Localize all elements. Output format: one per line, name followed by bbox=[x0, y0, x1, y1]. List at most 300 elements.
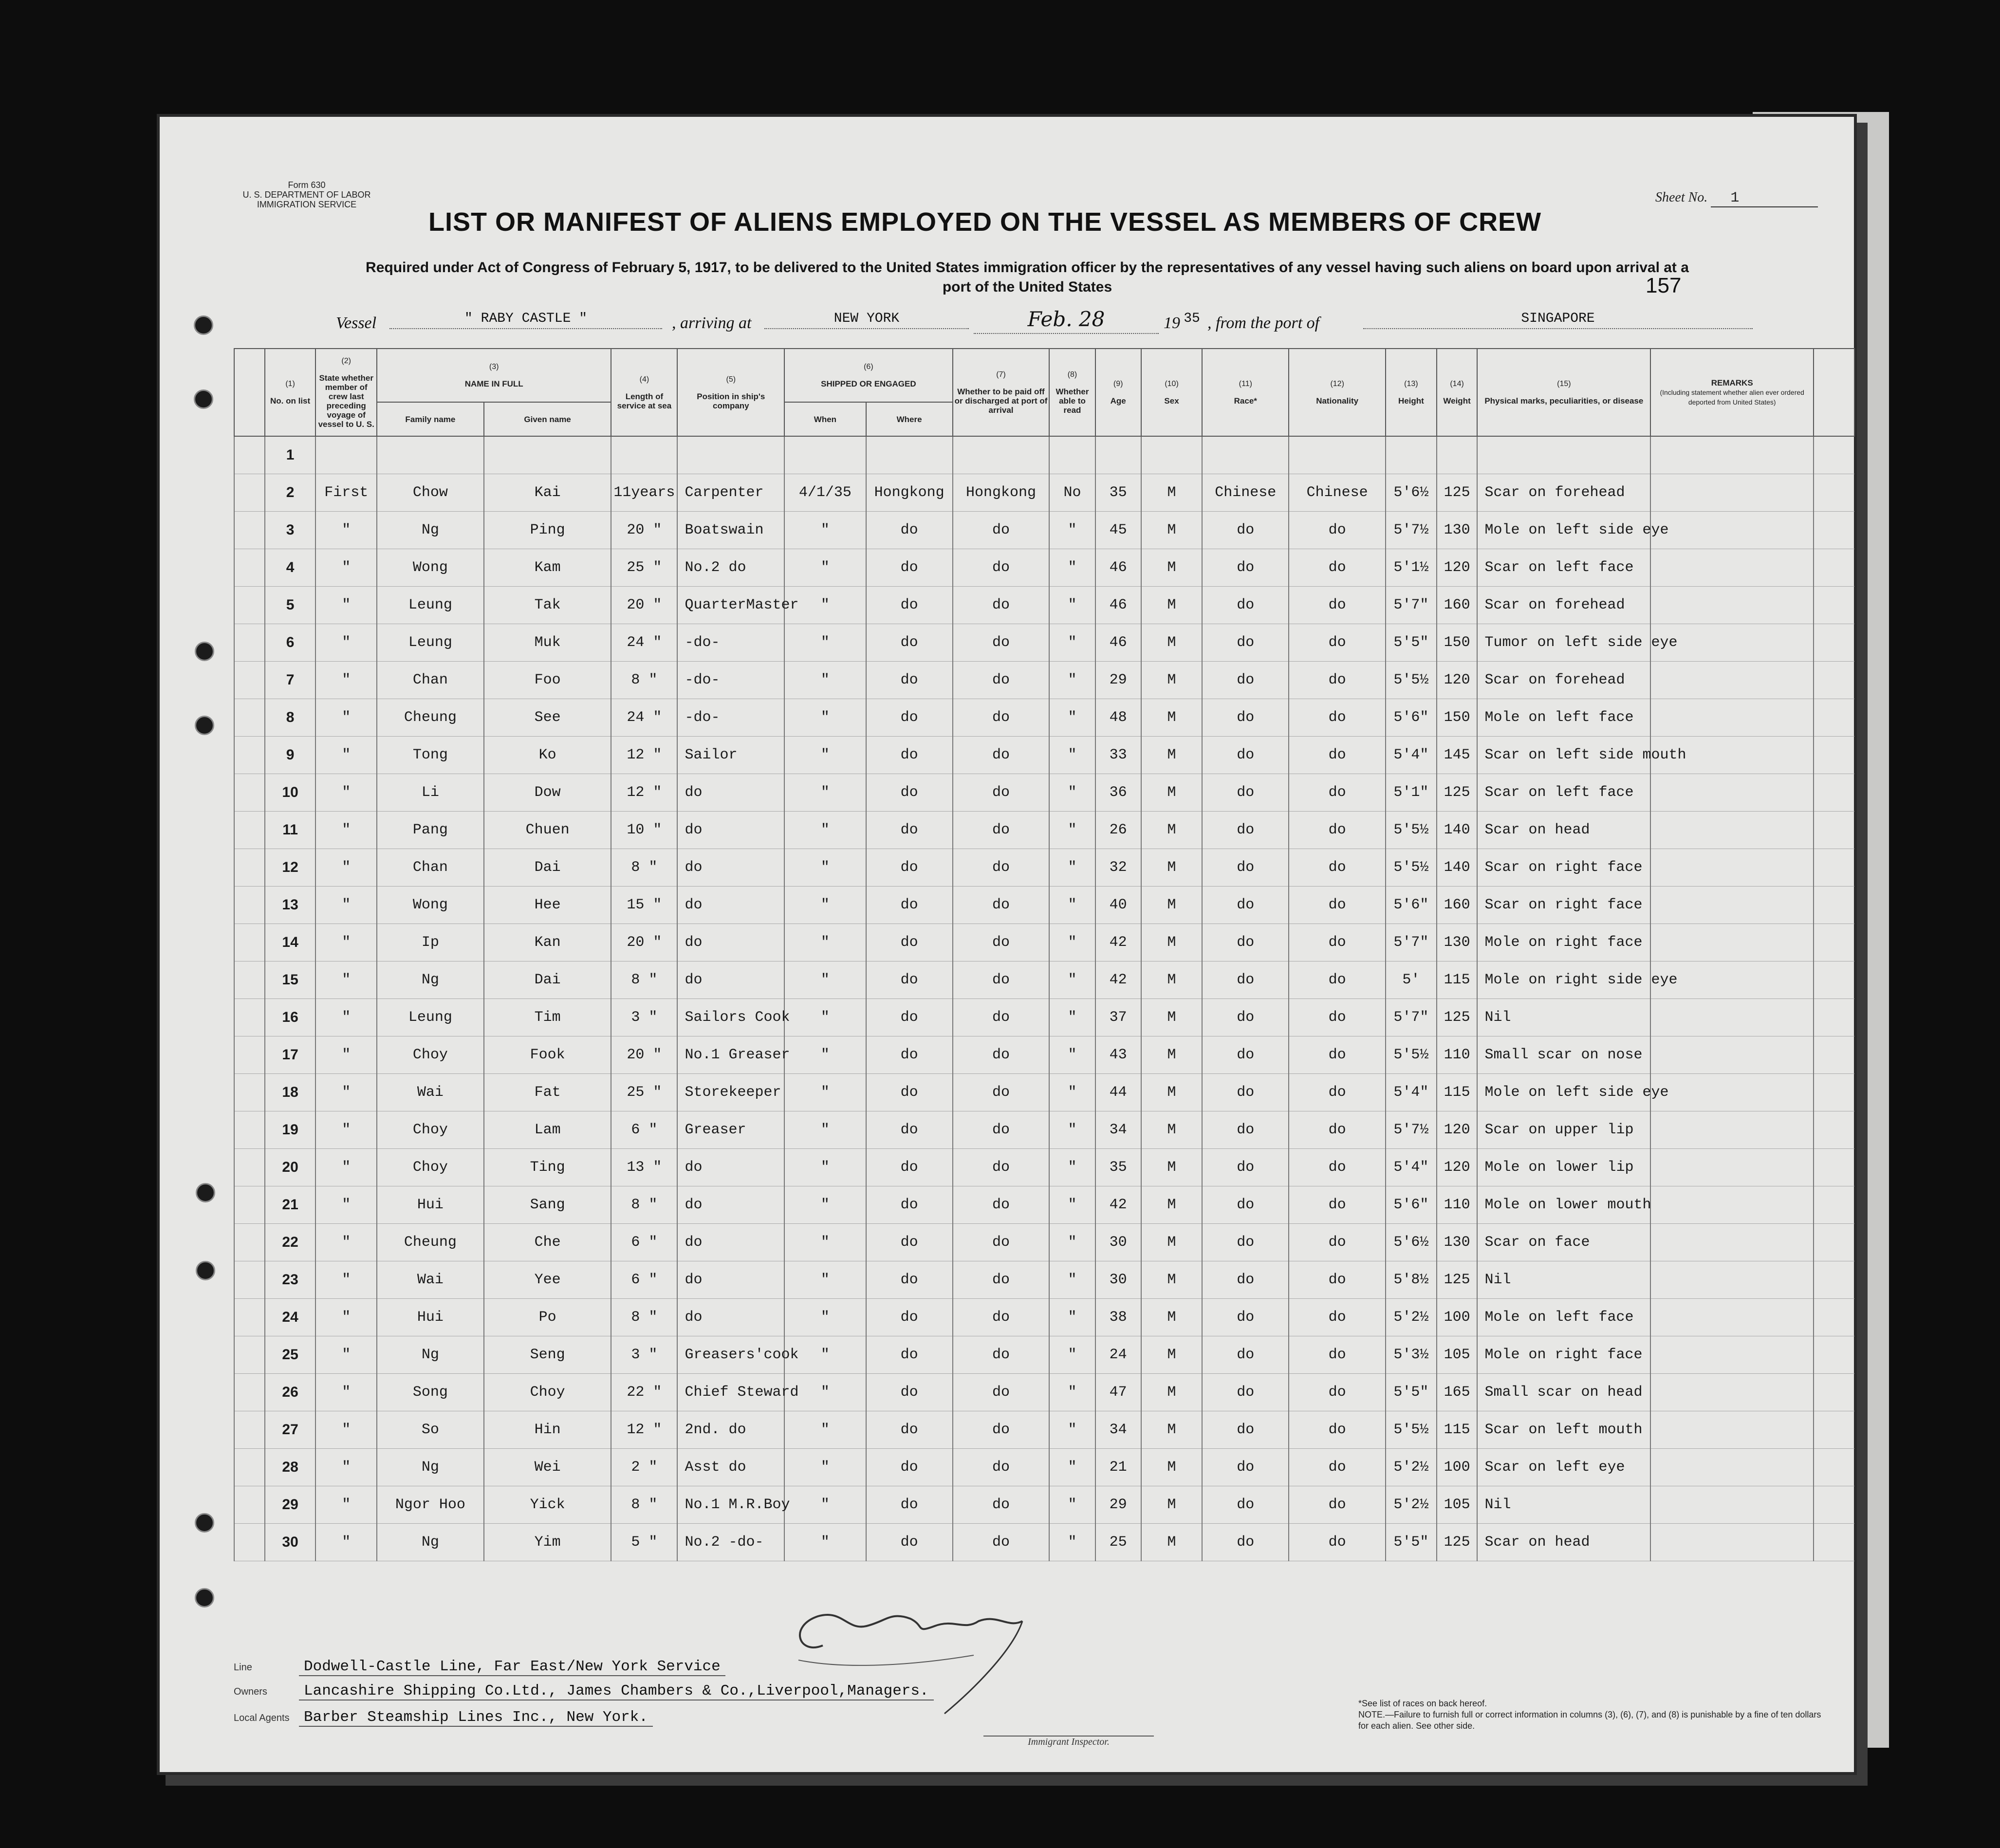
service-length-cell: 8 " bbox=[611, 1299, 677, 1336]
previous-voyage-cell: " bbox=[315, 1449, 377, 1486]
age-cell: 46 bbox=[1095, 549, 1141, 587]
shipped-when-cell: " bbox=[784, 587, 866, 624]
service-length-cell: 22 " bbox=[611, 1374, 677, 1411]
shipped-when-cell: " bbox=[784, 1524, 866, 1561]
race-cell: do bbox=[1202, 1524, 1289, 1561]
weight-cell: 125 bbox=[1437, 774, 1478, 812]
shipped-where-cell: do bbox=[866, 549, 953, 587]
race-cell: do bbox=[1202, 1111, 1289, 1149]
height-cell: 5'2½ bbox=[1386, 1486, 1437, 1524]
height-cell: 5'6" bbox=[1386, 1186, 1437, 1224]
nationality-cell: do bbox=[1289, 1149, 1386, 1186]
able-to-read-cell: " bbox=[1049, 1449, 1095, 1486]
family-name-cell: Wong bbox=[377, 549, 484, 587]
shipped-when-cell bbox=[784, 436, 866, 474]
row-number-cell: 13 bbox=[265, 887, 316, 924]
remarks-cell bbox=[1650, 1224, 1814, 1261]
row-number-cell: 23 bbox=[265, 1261, 316, 1299]
race-cell: do bbox=[1202, 924, 1289, 961]
form-notes bbox=[1358, 1698, 1826, 1732]
family-name-cell: Chow bbox=[377, 474, 484, 512]
shipped-when-cell: " bbox=[784, 699, 866, 737]
nationality-cell: do bbox=[1289, 961, 1386, 999]
row-number-cell: 29 bbox=[265, 1486, 316, 1524]
height-cell: 5'4" bbox=[1386, 1149, 1437, 1186]
family-name-cell: Cheung bbox=[377, 699, 484, 737]
nationality-cell: do bbox=[1289, 774, 1386, 812]
crew-manifest-table bbox=[234, 348, 1855, 1561]
margin-cell bbox=[1814, 812, 1854, 849]
shipped-where-cell bbox=[866, 436, 953, 474]
remarks-cell bbox=[1650, 1036, 1814, 1074]
position-cell: do bbox=[677, 849, 784, 887]
shipped-where-cell: do bbox=[866, 1036, 953, 1074]
family-name-cell: Hui bbox=[377, 1186, 484, 1224]
able-to-read-cell: " bbox=[1049, 624, 1095, 662]
paid-off-cell: do bbox=[953, 849, 1050, 887]
race-cell: do bbox=[1202, 812, 1289, 849]
given-name-cell: Kam bbox=[484, 549, 611, 587]
family-name-cell bbox=[377, 436, 484, 474]
given-name-cell: Dai bbox=[484, 849, 611, 887]
table-row bbox=[234, 774, 1854, 812]
margin-cell bbox=[1814, 1261, 1854, 1299]
remarks-cell bbox=[1650, 774, 1814, 812]
sex-cell: M bbox=[1141, 849, 1203, 887]
able-to-read-cell: No bbox=[1049, 474, 1095, 512]
race-cell: do bbox=[1202, 737, 1289, 774]
shipped-where-cell: do bbox=[866, 1224, 953, 1261]
physical-marks-cell: Scar on left side mouth bbox=[1477, 737, 1650, 774]
remarks-cell bbox=[1650, 1374, 1814, 1411]
able-to-read-cell: " bbox=[1049, 849, 1095, 887]
previous-voyage-cell: " bbox=[315, 1524, 377, 1561]
position-cell: do bbox=[677, 1299, 784, 1336]
race-cell: do bbox=[1202, 999, 1289, 1036]
able-to-read-cell: " bbox=[1049, 1111, 1095, 1149]
height-cell: 5'1½ bbox=[1386, 549, 1437, 587]
nationality-cell: do bbox=[1289, 887, 1386, 924]
previous-voyage-cell: " bbox=[315, 887, 377, 924]
service-name: IMMIGRATION SERVICE bbox=[257, 200, 357, 209]
remarks-cell bbox=[1650, 474, 1814, 512]
position-cell: No.1 M.R.Boy bbox=[677, 1486, 784, 1524]
sex-cell: M bbox=[1141, 474, 1203, 512]
previous-voyage-cell: " bbox=[315, 1036, 377, 1074]
position-cell: 2nd. do bbox=[677, 1411, 784, 1449]
paid-off-cell: do bbox=[953, 1411, 1050, 1449]
shipped-where-cell: do bbox=[866, 999, 953, 1036]
given-name-cell: Che bbox=[484, 1224, 611, 1261]
age-cell: 29 bbox=[1095, 1486, 1141, 1524]
shipped-where-cell: do bbox=[866, 1374, 953, 1411]
given-name-cell: Dow bbox=[484, 774, 611, 812]
row-spacer-cell bbox=[234, 849, 265, 887]
table-row bbox=[234, 924, 1854, 961]
subtitle-line-1: Required under Act of Congress of February 5, 1917, to be delivered to the United States immigration officer by the representatives of any vessel having such aliens on board upon arrival at a bbox=[366, 259, 1689, 276]
physical-marks-cell: Mole on lower mouth bbox=[1477, 1186, 1650, 1224]
age-cell: 42 bbox=[1095, 1186, 1141, 1224]
shipped-when-cell: " bbox=[784, 1261, 866, 1299]
service-length-cell: 8 " bbox=[611, 961, 677, 999]
family-name-cell: Ng bbox=[377, 512, 484, 549]
sex-cell: M bbox=[1141, 1411, 1203, 1449]
margin-cell bbox=[1814, 1336, 1854, 1374]
race-cell: do bbox=[1202, 1374, 1289, 1411]
weight-cell: 130 bbox=[1437, 924, 1478, 961]
margin-cell bbox=[1814, 1411, 1854, 1449]
remarks-cell bbox=[1650, 999, 1814, 1036]
given-name-cell: Yim bbox=[484, 1524, 611, 1561]
sex-cell: M bbox=[1141, 549, 1203, 587]
shipped-when-cell: " bbox=[784, 624, 866, 662]
row-spacer-cell bbox=[234, 1374, 265, 1411]
remarks-cell bbox=[1650, 662, 1814, 699]
row-spacer-cell bbox=[234, 1074, 265, 1111]
row-spacer-cell bbox=[234, 1261, 265, 1299]
remarks-header: REMARKS (Including statement whether alien ever ordered deported from United States) bbox=[1650, 349, 1814, 436]
remarks-cell bbox=[1650, 436, 1814, 474]
shipped-when-cell: " bbox=[784, 1336, 866, 1374]
given-name-cell bbox=[484, 436, 611, 474]
shipped-where-cell: do bbox=[866, 737, 953, 774]
race-cell: do bbox=[1202, 1261, 1289, 1299]
agents-value: Barber Steamship Lines Inc., New York. bbox=[299, 1709, 653, 1727]
paid-off-cell: do bbox=[953, 662, 1050, 699]
weight-cell: 120 bbox=[1437, 1111, 1478, 1149]
col-13-header: (13) Height bbox=[1386, 349, 1437, 436]
given-name-cell: Fook bbox=[484, 1036, 611, 1074]
row-number-cell: 27 bbox=[265, 1411, 316, 1449]
able-to-read-cell: " bbox=[1049, 1074, 1095, 1111]
given-name-cell: Tak bbox=[484, 587, 611, 624]
previous-voyage-cell: " bbox=[315, 849, 377, 887]
nationality-cell: do bbox=[1289, 1074, 1386, 1111]
race-cell: do bbox=[1202, 961, 1289, 999]
margin-cell bbox=[1814, 924, 1854, 961]
shipped-where-cell: do bbox=[866, 512, 953, 549]
margin-cell bbox=[1814, 1299, 1854, 1336]
binder-hole-2 bbox=[194, 389, 213, 409]
race-cell: do bbox=[1202, 887, 1289, 924]
previous-voyage-cell: " bbox=[315, 662, 377, 699]
nationality-cell: do bbox=[1289, 1486, 1386, 1524]
row-spacer-cell bbox=[234, 549, 265, 587]
service-length-cell: 6 " bbox=[611, 1111, 677, 1149]
row-number-cell: 12 bbox=[265, 849, 316, 887]
margin-cell bbox=[1814, 887, 1854, 924]
family-name-cell: Li bbox=[377, 774, 484, 812]
paid-off-cell: do bbox=[953, 1449, 1050, 1486]
shipped-where-cell: do bbox=[866, 1261, 953, 1299]
table-row bbox=[234, 699, 1854, 737]
row-number-cell: 16 bbox=[265, 999, 316, 1036]
able-to-read-cell: " bbox=[1049, 1224, 1095, 1261]
given-name-cell: Lam bbox=[484, 1111, 611, 1149]
service-length-cell: 3 " bbox=[611, 999, 677, 1036]
physical-marks-cell: Mole on right face bbox=[1477, 1336, 1650, 1374]
family-name-cell: Ng bbox=[377, 1524, 484, 1561]
height-cell: 5'6" bbox=[1386, 887, 1437, 924]
remarks-cell bbox=[1650, 849, 1814, 887]
agents-row bbox=[234, 1709, 653, 1726]
family-name-cell: Choy bbox=[377, 1149, 484, 1186]
remarks-cell bbox=[1650, 587, 1814, 624]
row-spacer-cell bbox=[234, 474, 265, 512]
able-to-read-cell: " bbox=[1049, 961, 1095, 999]
height-cell: 5'1" bbox=[1386, 774, 1437, 812]
subtitle-line-2: port of the United States bbox=[942, 279, 1112, 295]
age-cell: 46 bbox=[1095, 624, 1141, 662]
nationality-cell: do bbox=[1289, 1299, 1386, 1336]
line-value: Dodwell-Castle Line, Far East/New York Service bbox=[299, 1658, 725, 1676]
family-name-cell: Tong bbox=[377, 737, 484, 774]
age-cell: 30 bbox=[1095, 1224, 1141, 1261]
remarks-cell bbox=[1650, 1524, 1814, 1561]
nationality-cell: do bbox=[1289, 1224, 1386, 1261]
table-row bbox=[234, 474, 1854, 512]
age-cell: 43 bbox=[1095, 1036, 1141, 1074]
previous-voyage-cell: " bbox=[315, 961, 377, 999]
margin-cell bbox=[1814, 961, 1854, 999]
position-cell: do bbox=[677, 924, 784, 961]
age-cell: 42 bbox=[1095, 924, 1141, 961]
year-suffix: 35 bbox=[1184, 311, 1200, 326]
service-length-cell: 13 " bbox=[611, 1149, 677, 1186]
previous-voyage-cell: " bbox=[315, 737, 377, 774]
table-row bbox=[234, 1036, 1854, 1074]
row-number-cell: 2 bbox=[265, 474, 316, 512]
previous-voyage-cell: " bbox=[315, 1261, 377, 1299]
weight-cell: 105 bbox=[1437, 1486, 1478, 1524]
department-name: U. S. DEPARTMENT OF LABOR bbox=[242, 190, 371, 200]
row-spacer-cell bbox=[234, 512, 265, 549]
family-name-cell: Leung bbox=[377, 624, 484, 662]
margin-cell bbox=[1814, 737, 1854, 774]
row-number-cell: 25 bbox=[265, 1336, 316, 1374]
previous-voyage-cell: " bbox=[315, 549, 377, 587]
height-cell: 5'3½ bbox=[1386, 1336, 1437, 1374]
physical-marks-cell: Small scar on nose bbox=[1477, 1036, 1650, 1074]
service-length-cell: 20 " bbox=[611, 1036, 677, 1074]
binder-hole-8 bbox=[195, 1588, 214, 1608]
able-to-read-cell: " bbox=[1049, 1374, 1095, 1411]
position-cell: Greasers'cook bbox=[677, 1336, 784, 1374]
vessel-label: Vessel bbox=[336, 314, 377, 332]
col-1-header: (1) No. on list bbox=[265, 349, 316, 436]
weight-cell bbox=[1437, 436, 1478, 474]
given-name-cell: Yick bbox=[484, 1486, 611, 1524]
table-row bbox=[234, 1074, 1854, 1111]
margin-cell bbox=[1814, 1224, 1854, 1261]
service-length-cell: 8 " bbox=[611, 662, 677, 699]
col-2-header: (2) State whether member of crew last preceding voyage of vessel to U. S. bbox=[315, 349, 377, 436]
margin-cell bbox=[1814, 436, 1854, 474]
nationality-cell: do bbox=[1289, 1036, 1386, 1074]
from-label: , from the port of bbox=[1207, 314, 1320, 332]
sex-cell bbox=[1141, 436, 1203, 474]
height-cell: 5'5" bbox=[1386, 1374, 1437, 1411]
given-name-cell: Choy bbox=[484, 1374, 611, 1411]
physical-marks-cell: Scar on forehead bbox=[1477, 662, 1650, 699]
physical-marks-cell: Scar on right face bbox=[1477, 849, 1650, 887]
able-to-read-cell: " bbox=[1049, 1261, 1095, 1299]
service-length-cell: 20 " bbox=[611, 512, 677, 549]
shipped-where-cell: do bbox=[866, 849, 953, 887]
col-9-header: (9) Age bbox=[1095, 349, 1141, 436]
position-cell: do bbox=[677, 961, 784, 999]
weight-cell: 140 bbox=[1437, 812, 1478, 849]
margin-cell bbox=[1814, 1074, 1854, 1111]
remarks-cell bbox=[1650, 1149, 1814, 1186]
sex-cell: M bbox=[1141, 1074, 1203, 1111]
remarks-cell bbox=[1650, 812, 1814, 849]
position-cell: Storekeeper bbox=[677, 1074, 784, 1111]
position-cell: Chief Steward bbox=[677, 1374, 784, 1411]
col-11-header: (11) Race* bbox=[1202, 349, 1289, 436]
inspector-label: Immigrant Inspector. bbox=[983, 1736, 1154, 1748]
form-number: Form 630 bbox=[288, 180, 326, 190]
position-cell: -do- bbox=[677, 699, 784, 737]
paid-off-cell: do bbox=[953, 1336, 1050, 1374]
row-number-cell: 1 bbox=[265, 436, 316, 474]
sex-cell: M bbox=[1141, 737, 1203, 774]
weight-cell: 125 bbox=[1437, 1524, 1478, 1561]
shipped-when-cell: " bbox=[784, 512, 866, 549]
previous-voyage-cell: " bbox=[315, 1411, 377, 1449]
margin-cell bbox=[1814, 849, 1854, 887]
nationality-cell: do bbox=[1289, 587, 1386, 624]
row-number-cell: 28 bbox=[265, 1449, 316, 1486]
age-cell: 40 bbox=[1095, 887, 1141, 924]
able-to-read-cell: " bbox=[1049, 662, 1095, 699]
sex-cell: M bbox=[1141, 587, 1203, 624]
shipped-where-cell: do bbox=[866, 699, 953, 737]
given-name-header: Given name bbox=[484, 402, 611, 436]
sex-cell: M bbox=[1141, 774, 1203, 812]
remarks-cell bbox=[1650, 924, 1814, 961]
given-name-cell: Yee bbox=[484, 1261, 611, 1299]
row-spacer-cell bbox=[234, 774, 265, 812]
physical-marks-cell: Mole on lower lip bbox=[1477, 1149, 1650, 1186]
remarks-cell bbox=[1650, 512, 1814, 549]
previous-voyage-cell: " bbox=[315, 1186, 377, 1224]
given-name-cell: Wei bbox=[484, 1449, 611, 1486]
physical-marks-cell: Scar on forehead bbox=[1477, 474, 1650, 512]
age-cell: 34 bbox=[1095, 1411, 1141, 1449]
physical-marks-cell: Scar on right face bbox=[1477, 887, 1650, 924]
shipped-when-cell: " bbox=[784, 924, 866, 961]
table-row bbox=[234, 887, 1854, 924]
race-cell: do bbox=[1202, 1036, 1289, 1074]
note-races: *See list of races on back hereof. bbox=[1358, 1699, 1487, 1708]
year-prefix: 19 bbox=[1164, 314, 1180, 332]
nationality-cell: Chinese bbox=[1289, 474, 1386, 512]
row-number-cell: 18 bbox=[265, 1074, 316, 1111]
age-cell: 33 bbox=[1095, 737, 1141, 774]
row-number-cell: 15 bbox=[265, 961, 316, 999]
row-number-cell: 24 bbox=[265, 1299, 316, 1336]
family-name-cell: Pang bbox=[377, 812, 484, 849]
row-number-cell: 14 bbox=[265, 924, 316, 961]
race-cell: do bbox=[1202, 1074, 1289, 1111]
binder-hole-3 bbox=[195, 642, 214, 661]
shipped-when-cell: " bbox=[784, 549, 866, 587]
row-spacer-cell bbox=[234, 812, 265, 849]
sex-cell: M bbox=[1141, 1111, 1203, 1149]
crew-rows bbox=[234, 436, 1854, 1561]
physical-marks-cell: Scar on head bbox=[1477, 812, 1650, 849]
table-row bbox=[234, 624, 1854, 662]
given-name-cell: Sang bbox=[484, 1186, 611, 1224]
shipped-where-cell: do bbox=[866, 662, 953, 699]
previous-voyage-cell: " bbox=[315, 999, 377, 1036]
sex-cell: M bbox=[1141, 624, 1203, 662]
arriving-label: , arriving at bbox=[672, 314, 752, 332]
shipped-where-cell: do bbox=[866, 1299, 953, 1336]
row-number-cell: 21 bbox=[265, 1186, 316, 1224]
race-cell: do bbox=[1202, 1224, 1289, 1261]
weight-cell: 125 bbox=[1437, 1261, 1478, 1299]
service-length-cell bbox=[611, 436, 677, 474]
age-cell: 35 bbox=[1095, 474, 1141, 512]
owners-value: Lancashire Shipping Co.Ltd., James Chambers & Co.,Liverpool,Managers. bbox=[299, 1682, 934, 1700]
family-name-cell: Chan bbox=[377, 849, 484, 887]
shipped-when-cell: " bbox=[784, 1299, 866, 1336]
paid-off-cell: do bbox=[953, 1036, 1050, 1074]
given-name-cell: Muk bbox=[484, 624, 611, 662]
physical-marks-cell bbox=[1477, 436, 1650, 474]
previous-voyage-cell: " bbox=[315, 924, 377, 961]
able-to-read-cell: " bbox=[1049, 1486, 1095, 1524]
table-row bbox=[234, 1374, 1854, 1411]
nationality-cell: do bbox=[1289, 624, 1386, 662]
weight-cell: 110 bbox=[1437, 1186, 1478, 1224]
from-port: SINGAPORE bbox=[1363, 311, 1753, 329]
able-to-read-cell: " bbox=[1049, 887, 1095, 924]
able-to-read-cell: " bbox=[1049, 1149, 1095, 1186]
weight-cell: 115 bbox=[1437, 1074, 1478, 1111]
row-spacer-cell bbox=[234, 1524, 265, 1561]
shipped-when-cell: " bbox=[784, 1224, 866, 1261]
physical-marks-cell: Nil bbox=[1477, 1486, 1650, 1524]
binder-hole-4 bbox=[195, 716, 214, 735]
previous-voyage-cell: " bbox=[315, 812, 377, 849]
sex-cell: M bbox=[1141, 1149, 1203, 1186]
row-number-cell: 30 bbox=[265, 1524, 316, 1561]
given-name-cell: Ting bbox=[484, 1149, 611, 1186]
previous-voyage-cell bbox=[315, 436, 377, 474]
row-number-cell: 20 bbox=[265, 1149, 316, 1186]
row-number-cell: 3 bbox=[265, 512, 316, 549]
physical-marks-cell: Scar on left mouth bbox=[1477, 1411, 1650, 1449]
col-14-header: (14) Weight bbox=[1437, 349, 1478, 436]
age-cell: 26 bbox=[1095, 812, 1141, 849]
table-row bbox=[234, 1449, 1854, 1486]
family-name-cell: Leung bbox=[377, 999, 484, 1036]
row-number-cell: 17 bbox=[265, 1036, 316, 1074]
height-cell: 5'7" bbox=[1386, 999, 1437, 1036]
previous-voyage-cell: " bbox=[315, 1336, 377, 1374]
able-to-read-cell: " bbox=[1049, 699, 1095, 737]
weight-cell: 150 bbox=[1437, 699, 1478, 737]
row-spacer-cell bbox=[234, 1149, 265, 1186]
race-cell bbox=[1202, 436, 1289, 474]
shipped-where-cell: do bbox=[866, 587, 953, 624]
weight-cell: 165 bbox=[1437, 1374, 1478, 1411]
row-spacer-cell bbox=[234, 737, 265, 774]
shipped-when-cell: " bbox=[784, 1486, 866, 1524]
